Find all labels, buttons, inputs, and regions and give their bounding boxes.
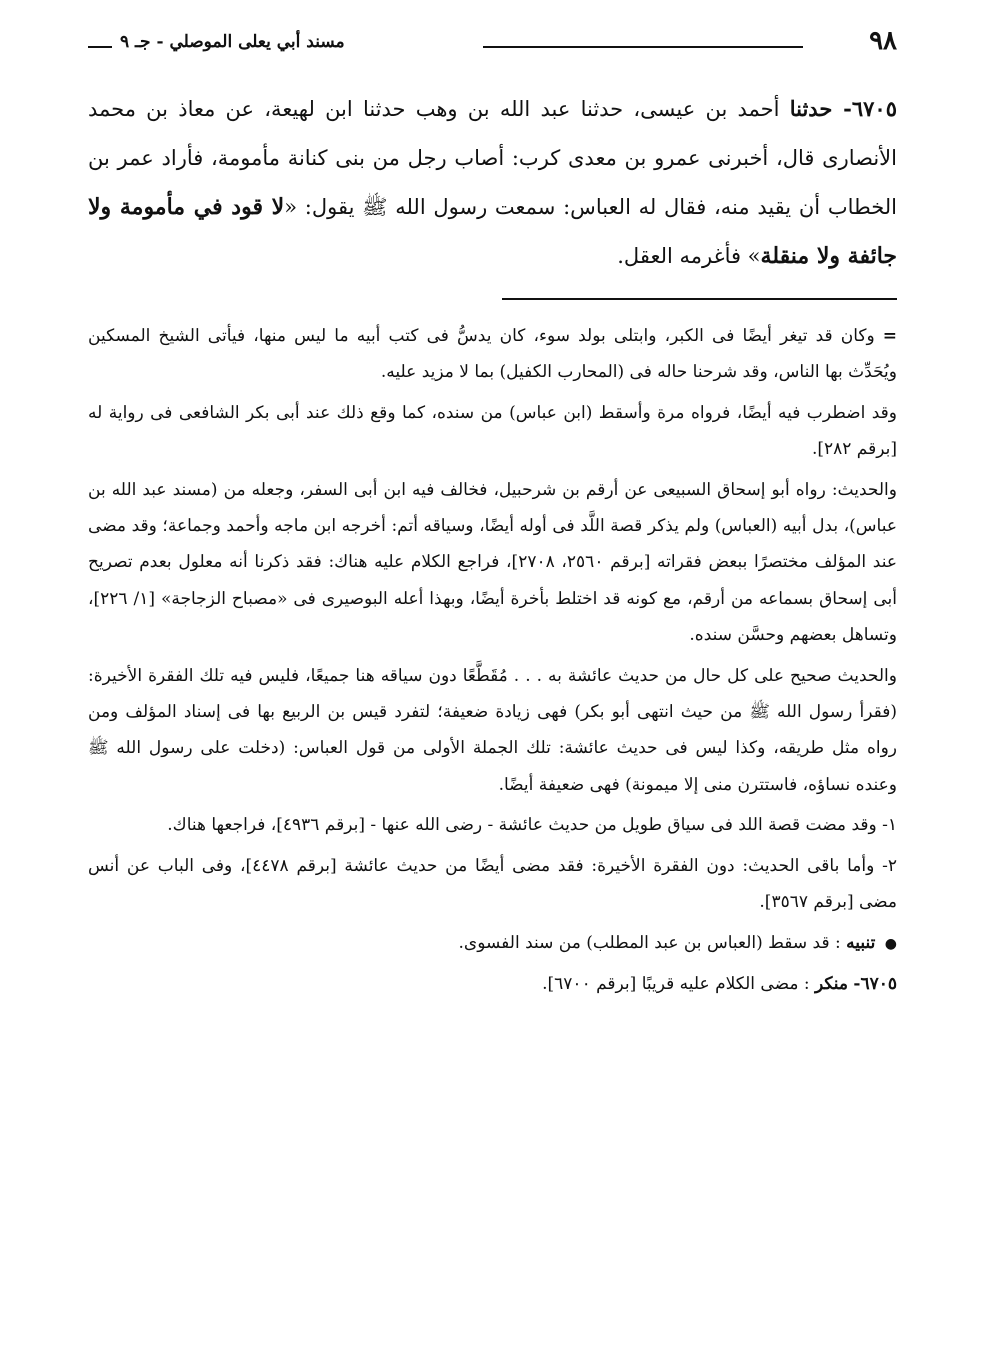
ruling-paragraph bbox=[88, 966, 897, 1002]
footnote-paragraph: وقد اضطرب فيه أيضًا، فرواه مرة وأسقط (ابن عباس) من سنده، كما وقع ذلك عند أبى بكر الشافعى فى رواية له [برقم ٢٨٢]. bbox=[88, 402, 897, 460]
ruling-label: منكر bbox=[814, 973, 848, 994]
footnote-paragraph: ٢- وأما باقى الحديث: دون الفقرة الأخيرة: فقد مضى أيضًا من حديث عائشة [برقم ٤٤٧٨]، وفى الباب عن أنس مضى [برقم ٣٥٦٧]. bbox=[88, 855, 897, 913]
note-text: : قد سقط (العباس بن عبد المطلب) من سند الفسوى. bbox=[458, 932, 841, 953]
header-rule-right bbox=[483, 46, 803, 48]
footnotes bbox=[88, 318, 897, 1006]
page-header bbox=[88, 26, 897, 62]
hadith-body-2: » فأغرمه العقل. bbox=[617, 244, 761, 268]
footnote-paragraph: والحديث صحيح على كل حال من حديث عائشة به . . . مُقَطَّعًا دون سياقه هنا جميعًا، فليس فيه تلك الفقرة الأخيرة: (فقرأ رسول الله ﷺ من حيث انتهى أبو بكر) فهى زيادة ضعيفة؛ لتفرد قيس بن الربيع بها فى إسناد المؤلف ومن رواه مثل طريقه، وكذا ليس فى حديث عائشة: تلك الجملة الأولى من قول العباس: (دخلت على رسول الله ﷺ وعنده نساؤه، فاستترن منى إلا ميمونة) فهى ضعيفة أيضًا. bbox=[88, 665, 897, 795]
hadith-body-1: أحمد بن عيسى، حدثنا عبد الله بن وهب حدثنا ابن لهيعة، عن معاذ بن محمد الأنصارى قال، أخبرنى عمرو بن معدى كرب: أصاب رجل من بنى كنانة مأمومة، فأراد عمر بن الخطاب أن يقيد منه، فقال له العباس: سمعت رسول الله ﷺ يقول: « bbox=[88, 97, 898, 219]
footnote-separator bbox=[502, 298, 897, 300]
note-paragraph bbox=[88, 925, 897, 962]
hadith-number: ٦٧٠٥ bbox=[851, 96, 897, 121]
hadith-intro: حدثنا bbox=[789, 96, 833, 121]
bullet-icon: ● bbox=[884, 935, 897, 952]
header-rule-left bbox=[88, 46, 112, 48]
footnote-text: وكان قد تيغر أيضًا فى الكبر، وابتلى بولد سوء، كان يدسُّ فى كتب أبيه ما ليس منها، فيأتى الشيخ المسكين ويُحَدِّث بها الناس، وقد شرحنا حاله فى (المحارب الكفيل) بما لا مزيد عليه. bbox=[88, 326, 897, 383]
running-title: مسند أبي يعلى الموصلي - جـ ٩ bbox=[120, 32, 345, 52]
hadith-text: ٦٧٠٥- حدثنا أحمد بن عيسى، حدثنا عبد الله بن وهب حدثنا ابن لهيعة، عن معاذ بن محمد الأنصارى قال، أخبرنى عمرو بن معدى كرب: أصاب رجل من بنى كنانة مأمومة، فأراد عمر بن الخطاب أن يقيد منه، فقال له العباس: سمعت رسول الله ﷺ يقول: «لا قود في مأمومة ولا جائفة ولا منقلة» فأغرمه العقل. bbox=[88, 96, 898, 269]
ruling-text: : مضى الكلام عليه قريبًا [برقم ٦٧٠٠]. bbox=[542, 973, 810, 994]
footnote-paragraph: والحديث: رواه أبو إسحاق السبيعى عن أرقم بن شرحبيل، فخالف فيه ابن أبى السفر، وجعله من (مسند عبد الله بن عباس)، بدل أبيه (العباس) ولم يذكر قصة اللَّد فى أوله أيضًا، وسياقه أتم: أخرجه ابن ماجه وأحمد وجماعة؛ وقد مضى عند المؤلف مختصرًا ببعض فقراته [برقم ٢٥٦٠، ٢٧٠٨]، فراجع الكلام عليه هناك: فقد ذكرنا أنه معلول بعدم تصريح أبى إسحاق بسماعه من أرقم، مع كونه قد اختلط بأخرة أيضًا، وبهذا أعله البوصيرى فى «مصباح الزجاجة» [١/ ٢٢٦]، وتساهل بعضهم وحسَّن سنده. bbox=[88, 479, 898, 646]
note-label: تنبيه bbox=[846, 932, 876, 953]
page-number: ٩٨ bbox=[869, 26, 897, 56]
prophet-quote: لا قود في مأمومة ولا جائفة ولا منقلة bbox=[88, 194, 897, 269]
ruling-number: ٦٧٠٥- bbox=[853, 973, 897, 994]
footnote-paragraph bbox=[88, 318, 897, 391]
continuation-mark: = bbox=[882, 326, 897, 346]
footnote-paragraph: ١- وقد مضت قصة اللد فى سياق طويل من حديث عائشة - رضى الله عنها - [برقم ٤٩٣٦]، فراجعها هناك. bbox=[167, 815, 897, 836]
